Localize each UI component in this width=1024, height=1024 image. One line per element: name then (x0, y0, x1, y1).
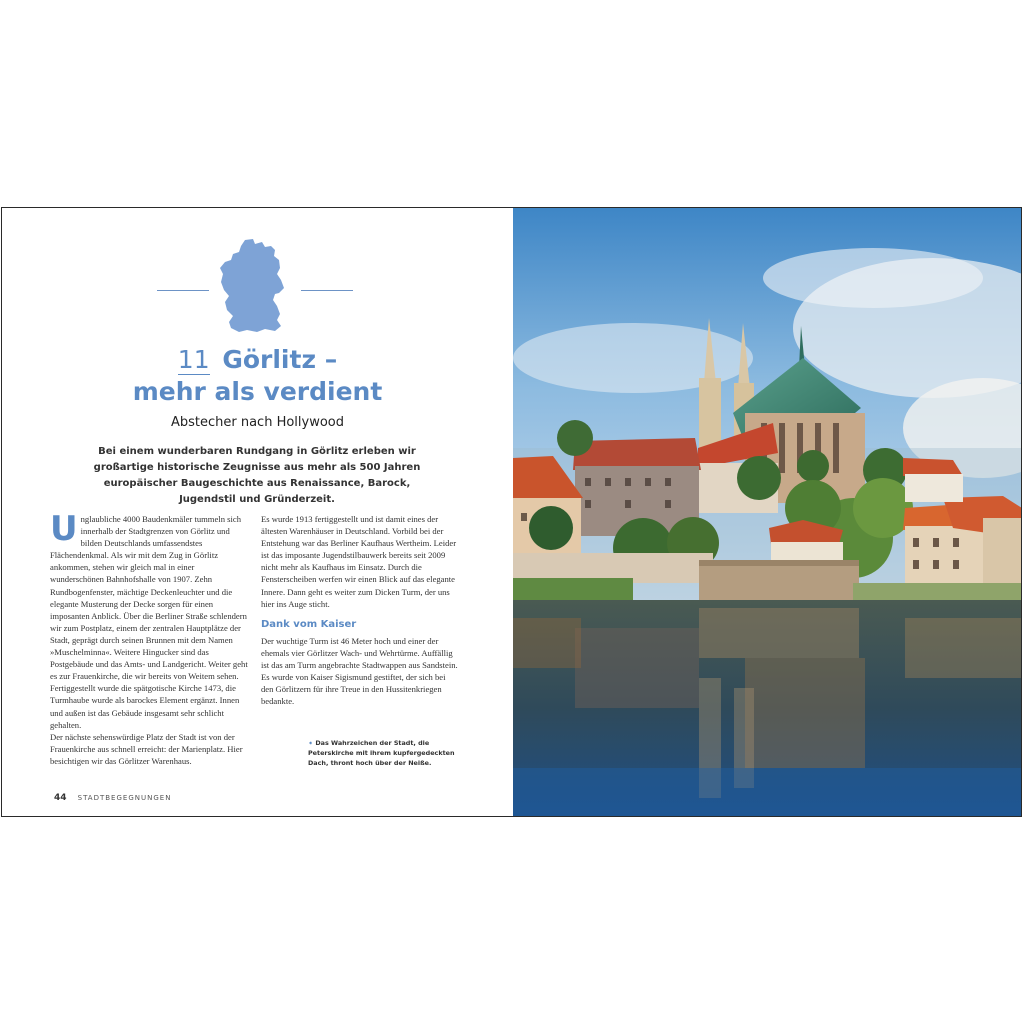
drop-cap: U (50, 509, 78, 549)
caption-text: Das Wahrzeichen der Stadt, die Peterskirche mit ihrem kupfergedeckten Dach, thront hoch über der Neiße. (308, 739, 455, 767)
chapter-number: 11 (177, 345, 210, 374)
chapter-subtitle: Abstecher nach Hollywood (170, 415, 345, 430)
body-text: nglaubliche 4000 Baudenkmäler tummeln sich innerhalb der Stadtgrenzen von Görlitz und bilden Deutschlands umfassendstes Flächendenkmal. Als wir mit dem Zug in Görlitz ankommen, stehen wir gleich mal in einer wunderschönen Bahnhofshalle von 1907. Zehn Rundbogenfenster, mächtige Deckenleuchter und die elegante Musterung der Decke sorgen für einen imposanten Anblick. Über die Berliner Straße schlendern wir zum Postplatz, einem der zentralen Hauptplätze der Stadt, geprägt durch seinen Brunnen mit dem Namen »Muschelminna«. Weitere Hingucker sind das Postgebäude und das Amts- und Landgericht. Weiter geht es zur Frauenkirche, die wir bereits von Weitem sehen. Fertiggestellt wurde die spätgotische Kirche 1473, die Turmhaube wurde als barockes Element ergänzt. Innen und außen ist das Gebäude insgesamt sehr schlicht gehalten. (50, 514, 248, 730)
chapter-title-text1: Görlitz – (222, 345, 338, 374)
page-number: 44 (54, 793, 67, 803)
right-page-photo (513, 208, 1022, 816)
chapter-title-line2: mehr als verdient (132, 377, 383, 406)
emblem-rule-left (157, 290, 209, 291)
chapter-title-line1 (2, 344, 513, 376)
germany-map-icon (217, 238, 293, 334)
body-paragraph-4: Der wuchtige Turm ist 46 Meter hoch und einer der ehemals vier Görlitzer Wach- und Wehrtürme. Auffällig ist das am Turm angebrachte Stadtwappen aus Sandstein. Es wurde von Kaiser Sigismund gestiftet, der sich bei den Görlitzern für ihre Treue in den Hussitenkriegen bedankte. (261, 635, 458, 707)
section-name: STADTBEGEGNUNGEN (77, 794, 172, 802)
chapter-emblem (157, 238, 353, 334)
section-subhead: Dank vom Kaiser (261, 618, 357, 630)
goerlitz-peterskirche-photo (513, 208, 1022, 816)
emblem-rule-right (301, 290, 353, 291)
arrow-right-icon: ➧ (308, 739, 314, 747)
body-paragraph (50, 509, 250, 731)
photo-caption (308, 738, 458, 768)
chapter-intro: Bei einem wunderbaren Rundgang in Görlitz erleben wir großartige historische Zeugnisse aus mehr als 500 Jahren europäischer Baugeschichte aus Renaissance, Barock, Jugendstil und Gründerzeit. (93, 446, 421, 505)
book-spread (1, 207, 1022, 817)
text-column-2 (261, 513, 458, 707)
text-column-1 (50, 509, 250, 767)
page-footer (54, 785, 172, 803)
left-page (2, 208, 513, 816)
body-paragraph-3: Es wurde 1913 fertiggestellt und ist damit eines der ältesten Warenhäuser in Deutschland. Vorbild bei der Entstehung war das Berliner Kaufhaus Wertheim. Leider ist das imposante Jugendstilbauwerk bereits seit 2009 nicht mehr als Kaufhaus im Einsatz. Durch die Fensterscheiben werfen wir einen Blick auf das elegante Innere. Dann geht es weiter zum Dicken Turm, der uns hier ins Auge sticht. (261, 514, 457, 609)
body-paragraph-2: Der nächste sehenswürdige Platz der Stadt ist von der Frauenkirche aus schnell erreicht: der Marienplatz. Hier besichtigen wir das Görlitzer Warenhaus. (50, 731, 243, 766)
chapter-title (2, 344, 513, 408)
